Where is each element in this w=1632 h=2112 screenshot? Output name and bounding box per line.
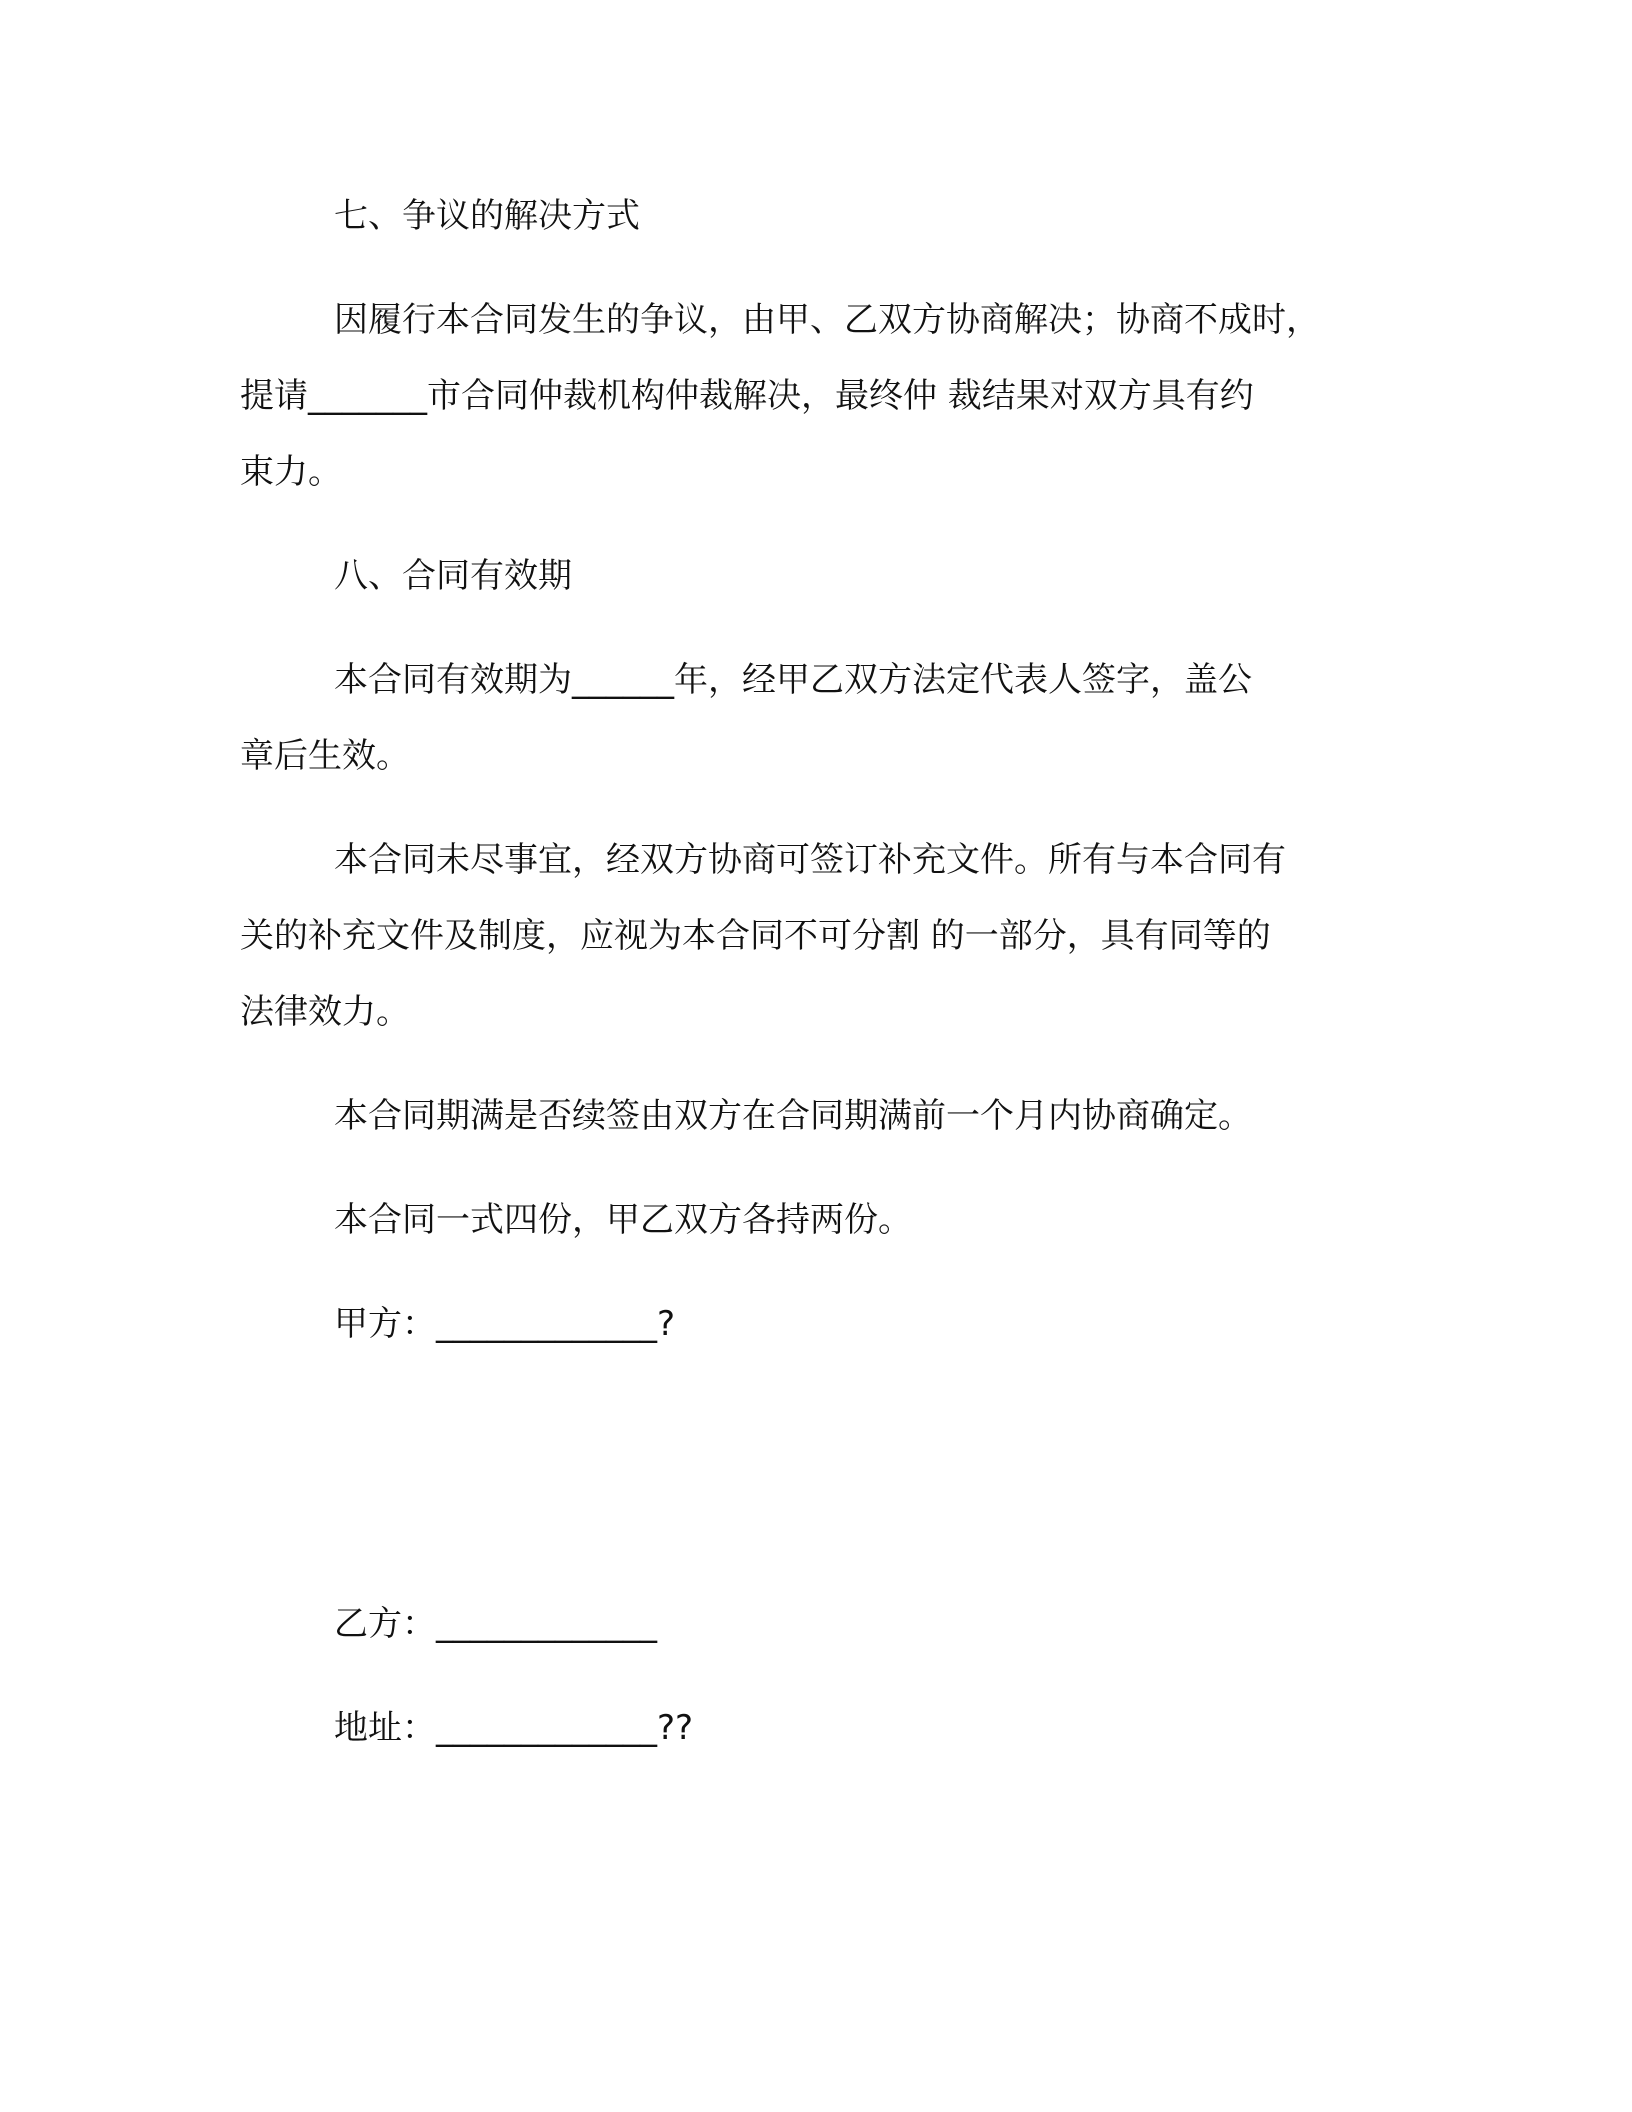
dispute-paragraph-line-3: 束力。 — [240, 452, 342, 492]
dispute-paragraph-line-2: 提请_______市合同仲裁机构仲裁解决，最终仲 裁结果对双方具有约 — [240, 376, 1254, 416]
supplement-paragraph-line-2: 关的补充文件及制度，应视为本合同不可分割 的一部分，具有同等的 — [240, 916, 1271, 956]
dispute-paragraph-line-1: 因履行本合同发生的争议，由甲、乙双方协商解决；协商不成时， — [334, 300, 1320, 340]
address-line: 地址：_____________?? — [334, 1708, 694, 1748]
supplement-paragraph-line-1: 本合同未尽事宜，经双方协商可签订补充文件。所有与本合同有 — [334, 840, 1286, 880]
party-b-signature-line: 乙方：_____________ — [334, 1604, 657, 1644]
section-7-heading: 七、争议的解决方式 — [334, 196, 640, 236]
validity-paragraph-line-2: 章后生效。 — [240, 736, 410, 776]
copies-paragraph: 本合同一式四份，甲乙双方各持两份。 — [334, 1200, 912, 1240]
section-8-heading: 八、合同有效期 — [334, 556, 572, 596]
supplement-paragraph-line-3: 法律效力。 — [240, 992, 410, 1032]
party-a-signature-line: 甲方：_____________? — [334, 1304, 676, 1344]
renewal-paragraph: 本合同期满是否续签由双方在合同期满前一个月内协商确定。 — [334, 1096, 1252, 1136]
validity-paragraph-line-1: 本合同有效期为______年，经甲乙双方法定代表人签字，盖公 — [334, 660, 1252, 700]
